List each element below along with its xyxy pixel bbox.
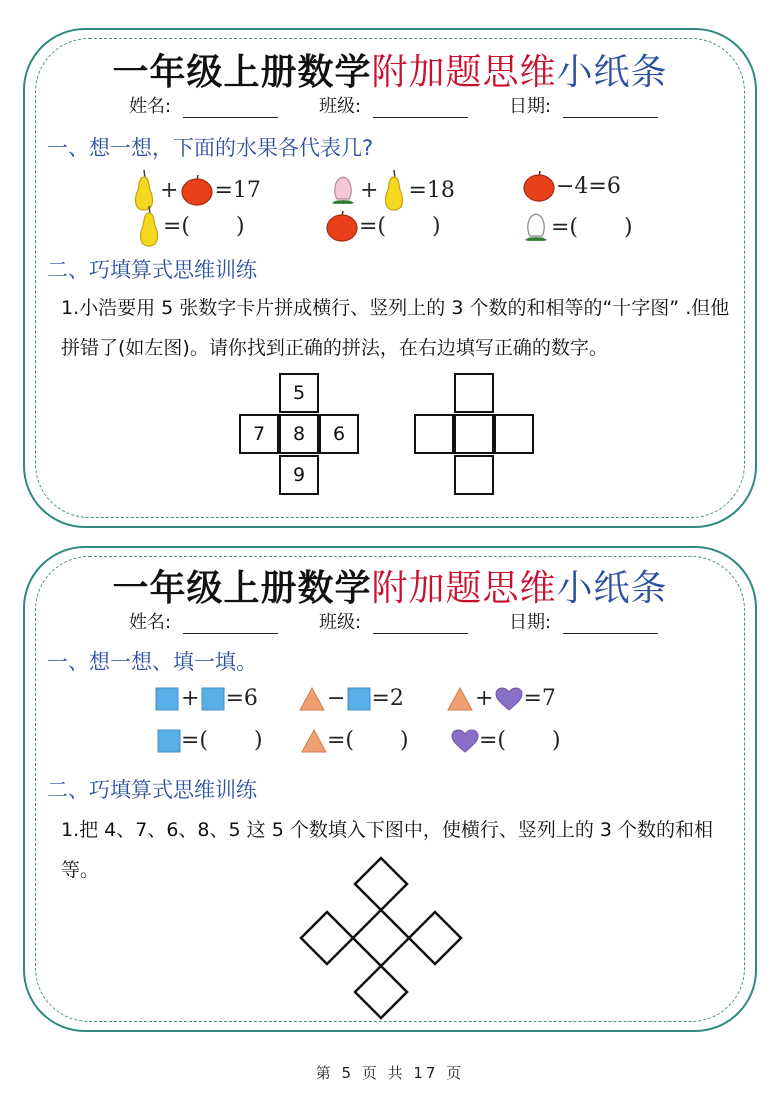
cross-cell-left: 7 <box>239 414 279 454</box>
name-field[interactable] <box>129 608 278 634</box>
card-title <box>25 44 755 95</box>
plus-sign: + <box>475 686 494 711</box>
equals-open-paren: =( <box>181 728 209 753</box>
page-number: 第 5 页 共 17 页 <box>315 1064 465 1082</box>
date-blank[interactable] <box>563 99 658 118</box>
answer-cell-right[interactable] <box>494 414 534 454</box>
diamond-cell-top[interactable] <box>355 858 407 910</box>
apple-icon <box>180 174 214 206</box>
class-field[interactable] <box>319 608 468 634</box>
worksheet-card-2 <box>23 546 757 1032</box>
cross-cell-right: 6 <box>319 414 359 454</box>
close-paren: ) <box>552 728 561 753</box>
equation-result: −4=6 <box>556 173 621 199</box>
problem-text: 1.小浩要用 5 张数字卡片拼成横行、竖列上的 3 个数的和相等的“十字图” .但他拼错了(如左图)。请你找到正确的拼法，在右边填写正确的数字。 <box>61 297 730 359</box>
answer-apple <box>325 210 441 242</box>
section-2-heading: 二、巧填算式思维训练 <box>47 778 257 802</box>
apple-icon <box>522 170 556 202</box>
answer-cell-bottom[interactable] <box>454 455 494 495</box>
equation-result: =17 <box>214 177 261 203</box>
diamond-cell-right[interactable] <box>409 912 461 964</box>
date-blank[interactable] <box>563 615 658 634</box>
problem-text: 1.把 4、7、6、8、5 这 5 个数填入下图中，使横行、竖列上的 3 个数的和相等。 <box>61 819 713 881</box>
triangle-icon <box>301 729 327 753</box>
close-paren: ) <box>400 728 409 753</box>
diamond-cell-center[interactable] <box>353 910 409 966</box>
equals-open-paren: =( <box>479 728 507 753</box>
square-icon <box>201 687 225 711</box>
cross-cell-center: 8 <box>279 414 319 454</box>
class-blank[interactable] <box>373 615 468 634</box>
title-red-part: 附加题思维 <box>371 568 557 609</box>
equation-triangle-plus-heart <box>447 686 556 711</box>
equation-apple-minus-4 <box>522 170 621 202</box>
equation-result: =18 <box>408 177 455 203</box>
section-2-heading: 二、巧填算式思维训练 <box>47 258 257 282</box>
worksheet-card-1 <box>23 28 757 528</box>
cross-cell-bottom: 9 <box>279 455 319 495</box>
name-blank[interactable] <box>183 99 278 118</box>
close-paren: ) <box>432 213 441 239</box>
pear-icon <box>380 168 408 212</box>
square-icon <box>347 687 371 711</box>
equation-result: =2 <box>371 686 404 711</box>
name-label: 姓名: <box>129 96 172 117</box>
equation-square-plus-square <box>155 686 258 711</box>
plus-sign: + <box>181 686 200 711</box>
equals-open-paren: =( <box>327 728 355 753</box>
answer-pear <box>135 204 245 248</box>
date-field[interactable] <box>509 92 658 118</box>
minus-sign: − <box>327 686 346 711</box>
class-label: 班级: <box>319 612 362 633</box>
date-label: 日期: <box>509 96 552 117</box>
title-black-part: 一年级上册数学 <box>112 52 372 93</box>
date-label: 日期: <box>509 612 552 633</box>
equals-open-paren: =( <box>359 213 387 239</box>
triangle-icon <box>299 687 325 711</box>
equation-peach-plus-pear <box>328 168 455 212</box>
answer-cell-top[interactable] <box>454 373 494 413</box>
peach-outline-icon <box>521 210 551 244</box>
diamond-cell-bottom[interactable] <box>355 966 407 1018</box>
equation-result: =6 <box>225 686 258 711</box>
answer-cell-left[interactable] <box>414 414 454 454</box>
answer-peach <box>521 210 633 244</box>
answer-cell-center[interactable] <box>454 414 494 454</box>
close-paren: ) <box>254 728 263 753</box>
card-title <box>25 560 755 611</box>
plus-sign: + <box>360 177 379 203</box>
title-black-part: 一年级上册数学 <box>112 568 372 609</box>
title-red-part: 附加题思维 <box>371 52 557 93</box>
apple-icon <box>325 210 359 242</box>
answer-square <box>157 728 263 753</box>
equation-result: =7 <box>523 686 556 711</box>
title-blue-part: 小纸条 <box>556 52 668 93</box>
close-paren: ) <box>624 214 633 240</box>
triangle-icon <box>447 687 473 711</box>
answer-triangle <box>301 728 409 753</box>
name-blank[interactable] <box>183 615 278 634</box>
close-paren: ) <box>236 213 245 239</box>
section-1-heading: 一、想一想，下面的水果各代表几? <box>47 136 374 160</box>
equals-open-paren: =( <box>551 214 579 240</box>
peach-icon <box>328 173 358 207</box>
cross-cell-top: 5 <box>279 373 319 413</box>
heart-icon <box>495 687 523 711</box>
date-field[interactable] <box>509 608 658 634</box>
heart-icon <box>451 729 479 753</box>
square-icon <box>157 729 181 753</box>
class-blank[interactable] <box>373 99 468 118</box>
answer-heart <box>451 728 561 753</box>
title-blue-part: 小纸条 <box>556 568 668 609</box>
class-label: 班级: <box>319 96 362 117</box>
plus-sign: + <box>160 177 179 203</box>
section-1-heading: 一、想一想、填一填。 <box>47 650 257 674</box>
diamond-cell-left[interactable] <box>301 912 353 964</box>
class-field[interactable] <box>319 92 468 118</box>
pear-icon <box>135 204 163 248</box>
name-label: 姓名: <box>129 612 172 633</box>
equation-triangle-minus-square <box>299 686 404 711</box>
name-field[interactable] <box>129 92 278 118</box>
square-icon <box>155 687 179 711</box>
equals-open-paren: =( <box>163 213 191 239</box>
diamond-cross-figure <box>299 856 463 1020</box>
